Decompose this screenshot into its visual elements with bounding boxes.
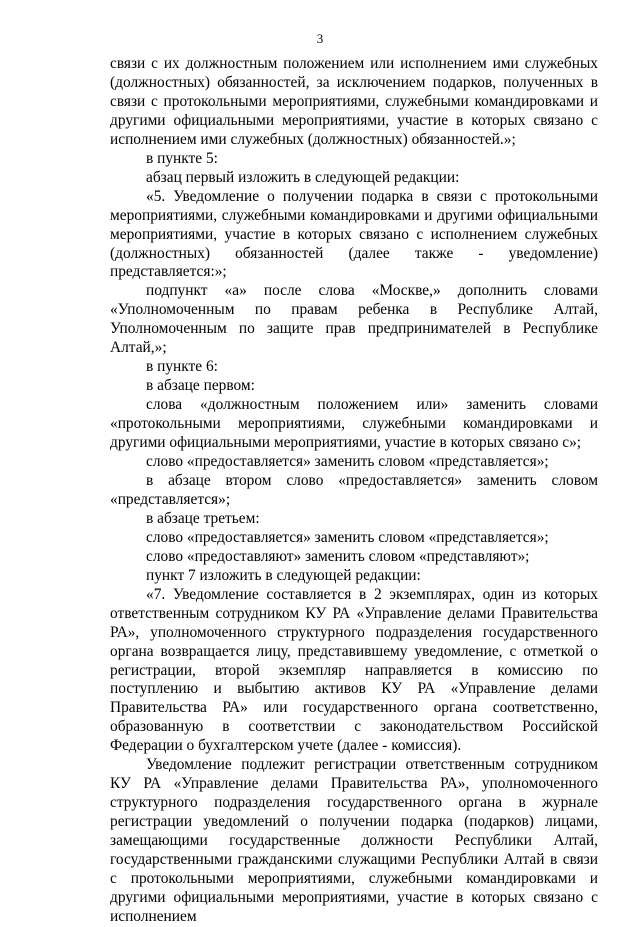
paragraph-words-replace: слова «должностным положением или» заменить словами «протокольными мероприятиями, служебными командировками и другими официальными мероприятиями, участие в которых связано с»; <box>110 396 598 452</box>
paragraph-abzac-first: в абзаце первом: <box>146 377 255 395</box>
paragraph-quote-7: «7. Уведомление составляется в 2 экземплярах, один из которых ответственным сотрудником КУ РА «Управление делами Правительства РА», уполномоченного структурного подразделения государственного органа возвращается лицу, представившему уведомление, с отметкой о регистрации, второй экземпляр направляется в комиссию по поступлению и выбытию активов КУ РА «Управление делами Правительства РА» или государственного органа соответственно, образованную в соответствии с законодательством Российской Федерации о бухгалтерском учете (далее - комиссия). <box>110 585 598 755</box>
paragraph-continuation: связи с их должностным положением или исполнением ими служебных (должностных) обязанностей, за исключением подарков, полученных в связи с протокольными мероприятиями, служебными командировками и другими официальными мероприятиями, участие в которых связано с исполнением ими служебных (должностных) обязанностей.»; <box>110 55 598 148</box>
document-body <box>110 55 598 927</box>
paragraph-quote-5: «5. Уведомление о получении подарка в связи с протокольными мероприятиями, служебными командировками и другими официальными мероприятиями, участие в которых связано с исполнением служебных (должностных) обязанностей (далее также - уведомление) представляется:»; <box>110 187 598 281</box>
paragraph-word-replace-2: слово «предоставляется» заменить словом «представляется»; <box>146 528 549 546</box>
paragraph-point-7: пункт 7 изложить в следующей редакции: <box>146 566 421 584</box>
paragraph-point-5: в пункте 5: <box>146 149 218 167</box>
paragraph-registration: Уведомление подлежит регистрации ответственным сотрудником КУ РА «Управление делами Правительства РА», уполномоченного структурного подразделения государственного органа в журнале регистрации уведомлений о получении подарка (подарков) лицами, замещающими государственные должности Республики Алтай, государственными гражданскими служащими Республики Алтай в связи с протокольными мероприятиями, служебными командировками и другими официальными мероприятиями, участие в которых связано с исполнением <box>110 756 598 925</box>
paragraph-first-abzac: абзац первый изложить в следующей редакции: <box>146 168 460 186</box>
paragraph-subpoint-a: подпункт «а» после слова «Москве,» дополнить словами «Уполномоченным по правам ребенка в Республике Алтай, Уполномоченным по защите прав предпринимателей в Республике Алтай,»; <box>110 282 598 357</box>
paragraph-abzac-third: в абзаце третьем: <box>146 509 260 527</box>
paragraph-word-replace-1: слово «предоставляется» заменить словом «представляется»; <box>146 453 549 471</box>
paragraph-word-replace-3: слово «предоставляют» заменить словом «представляют»; <box>146 547 530 565</box>
paragraph-abzac-second: в абзаце втором слово «предоставляется» заменить словом «представляется»; <box>110 471 598 508</box>
page-number: 3 <box>316 31 324 46</box>
paragraph-point-6: в пункте 6: <box>146 358 218 376</box>
